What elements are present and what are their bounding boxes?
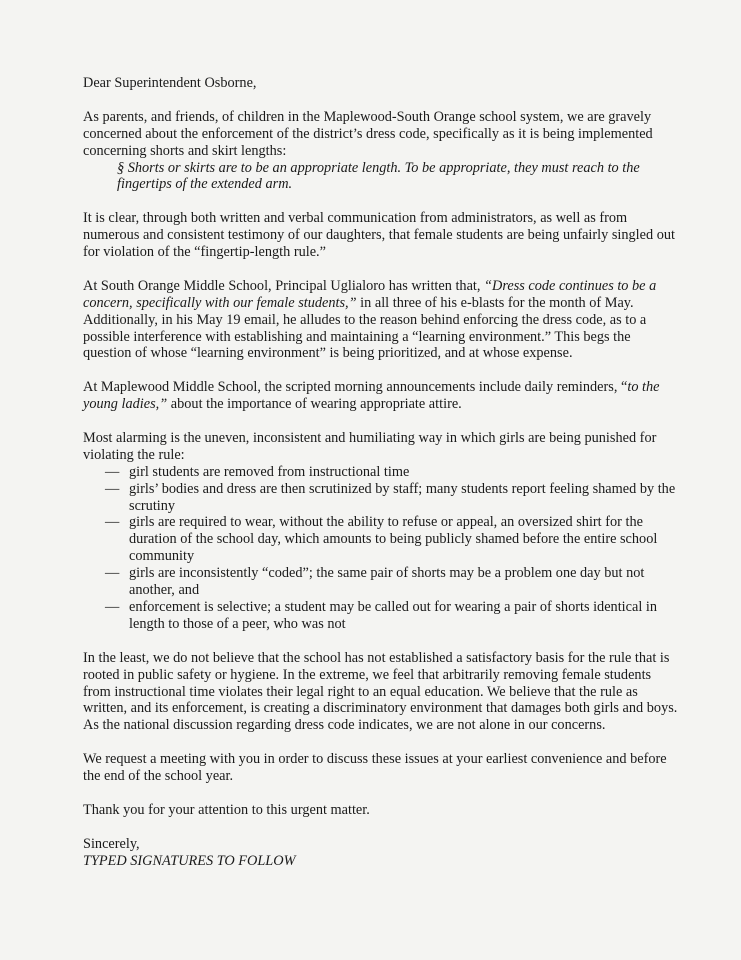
dash-marker: — (105, 463, 120, 480)
dash-marker: — (105, 599, 120, 616)
list-item (83, 565, 681, 599)
list-item-text: girls are inconsistently “coded”; the same pair of shorts may be a problem one day but not another, and (129, 565, 645, 599)
closing: Sincerely, (83, 835, 140, 852)
paragraph-maplewood (83, 379, 681, 413)
maplewood-text-a: At Maplewood Middle School, the scripted morning announcements include daily reminders, “ (83, 379, 628, 396)
paragraph-alarming: Most alarming is the uneven, inconsistent and humiliating way in which girls are being punished for violating the rule: (83, 429, 657, 463)
list-item-text: girls’ bodies and dress are then scrutinized by staff; many students report feeling shamed by the scrutiny (129, 480, 676, 514)
announcement-quote: to the young ladies,” (83, 379, 660, 413)
paragraph-south-orange (83, 278, 681, 363)
list-item (83, 481, 681, 515)
list-item (83, 514, 681, 565)
list-item-text: girl students are removed from instructional time (129, 463, 410, 480)
paragraph-thanks: Thank you for your attention to this urgent matter. (83, 801, 370, 818)
paragraph-request: We request a meeting with you in order to discuss these issues at your earliest convenience and before the end of the school year. (83, 751, 667, 785)
dash-marker: — (105, 514, 120, 531)
principal-quote: “Dress code continues to be a concern, specifically with our female students,” (83, 277, 657, 311)
signature-line: TYPED SIGNATURES TO FOLLOW (83, 852, 296, 869)
dash-marker: — (105, 565, 120, 582)
dress-code-quote: § Shorts or skirts are to be an appropriate length. To be appropriate, they must reach to the fingertips of the extended arm. (117, 159, 640, 193)
maplewood-text-b: about the importance of wearing appropriate attire. (167, 396, 462, 413)
list-item (83, 599, 681, 633)
punishment-list (83, 464, 681, 633)
salutation: Dear Superintendent Osborne, (83, 75, 257, 91)
south-orange-text-a: At South Orange Middle School, Principal Uglialoro has written that, (83, 277, 485, 294)
dash-marker: — (105, 480, 120, 497)
list-item-text: enforcement is selective; a student may be called out for wearing a pair of shorts identical in length to those of a peer, who was not (129, 599, 658, 632)
south-orange-text-b: in all three of his e-blasts for the month of May. Additionally, in his May 19 email, he alludes to the reason behind enforcing the dress code, as to a possible interference with establishing and maintaining a “learning environment.” This begs the question of whose “learning environment” is being prioritized, and at whose expense. (83, 294, 647, 362)
paragraph-legal: In the least, we do not believe that the school has not established a satisfactory basis for the rule that is rooted in public safety or hygiene. In the extreme, we feel that arbitrarily removing female students from instructional time violates their legal right to an equal education. We believe that the rule as written, and its enforcement, is creating a discriminatory environment that damages both girls and boys. As the national discussion regarding dress code indicates, we are not alone in our concerns. (83, 649, 678, 734)
list-item (83, 464, 681, 481)
paragraph-testimony: It is clear, through both written and verbal communication from administrators, as well as from numerous and consistent testimony of our daughters, that female students are being unfairly singled out for violation of the “fingertip-length rule.” (83, 210, 675, 261)
list-item-text: girls are required to wear, without the ability to refuse or appeal, an oversized shirt for the duration of the school day, which amounts to being publicly shamed before the entire school community (129, 514, 658, 565)
paragraph-intro: As parents, and friends, of children in the Maplewood-South Orange school system, we are gravely concerned about the enforcement of the district’s dress code, specifically as it is being implemented concerning shorts and skirt lengths: (83, 108, 653, 159)
